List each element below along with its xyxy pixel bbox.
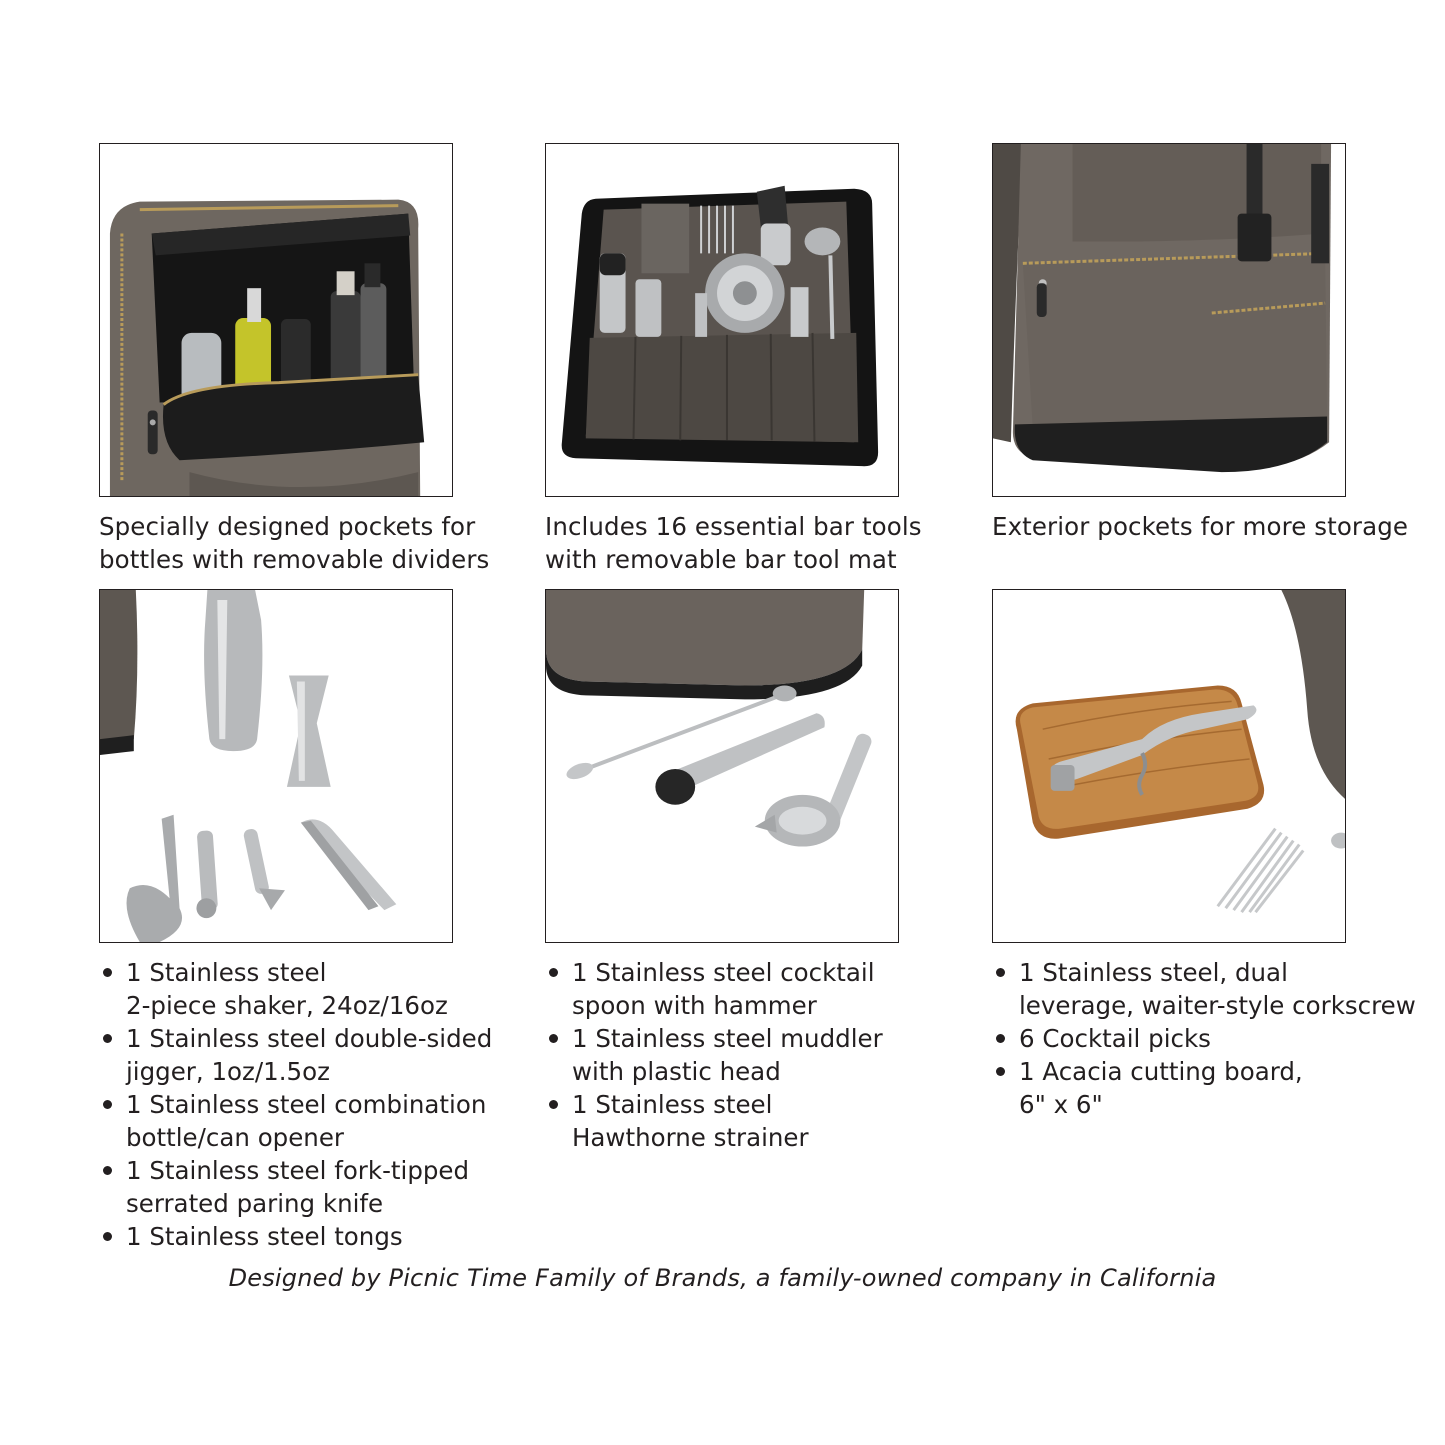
bullet-line: 1 Stainless steel tongs xyxy=(126,1222,403,1251)
bullet-line: 1 Stainless steel combination xyxy=(126,1090,487,1119)
bullet-line: jigger, 1oz/1.5oz xyxy=(126,1057,330,1086)
list-item xyxy=(545,1088,985,1154)
bar-tool-mat-photo xyxy=(545,143,899,497)
list-item xyxy=(992,956,1432,1022)
corkscrew-board-bullet-list xyxy=(992,956,1432,1121)
shaker-tools-bullet-list xyxy=(99,956,539,1253)
brand-footer-text: Designed by Picnic Time Family of Brands, a family-owned company in California xyxy=(228,1264,1217,1292)
bar-tool-mat-illustration xyxy=(546,144,898,496)
bullet-line: 6 Cocktail picks xyxy=(1019,1024,1211,1053)
list-item xyxy=(992,1055,1432,1121)
shaker-tools-illustration xyxy=(100,590,452,942)
bullet-line: bottle/can opener xyxy=(126,1123,344,1152)
bullet-line: 1 Stainless steel double-sided xyxy=(126,1024,493,1053)
bullet-line: 1 Stainless steel, dual xyxy=(1019,958,1288,987)
bullet-line: 1 Stainless steel xyxy=(126,958,327,987)
caption-line: Specially designed pockets for xyxy=(99,512,476,541)
corkscrew-board-illustration xyxy=(993,590,1345,942)
caption-line: bottles with removable dividers xyxy=(99,545,490,574)
corkscrew-board-photo xyxy=(992,589,1346,943)
caption-bar-tools xyxy=(545,510,985,576)
bullet-line: 1 Stainless steel xyxy=(572,1090,773,1119)
bullet-line: 1 Stainless steel fork-tipped xyxy=(126,1156,470,1185)
caption-exterior-pockets xyxy=(992,510,1432,543)
caption-line: Includes 16 essential bar tools xyxy=(545,512,922,541)
list-item xyxy=(545,1022,985,1088)
bullet-line: Hawthorne strainer xyxy=(572,1123,809,1152)
list-item xyxy=(992,1022,1432,1055)
list-item xyxy=(99,1220,539,1253)
list-item xyxy=(99,1154,539,1220)
backpack-open-photo xyxy=(99,143,453,497)
bullet-line: leverage, waiter-style corkscrew xyxy=(1019,991,1416,1020)
backpack-exterior-photo xyxy=(992,143,1346,497)
caption-line: with removable bar tool mat xyxy=(545,545,897,574)
bullet-line: serrated paring knife xyxy=(126,1189,384,1218)
bullet-line: 2-piece shaker, 24oz/16oz xyxy=(126,991,448,1020)
spoon-muddler-illustration xyxy=(546,590,898,942)
bullet-line: spoon with hammer xyxy=(572,991,817,1020)
backpack-open-illustration xyxy=(100,144,452,496)
bullet-line: 1 Stainless steel cocktail xyxy=(572,958,875,987)
spoon-muddler-bullet-list xyxy=(545,956,985,1154)
spoon-muddler-photo xyxy=(545,589,899,943)
shaker-tools-photo xyxy=(99,589,453,943)
caption-line: Exterior pockets for more storage xyxy=(992,512,1409,541)
bullet-line: 6" x 6" xyxy=(1019,1090,1103,1119)
backpack-exterior-illustration xyxy=(993,144,1345,496)
bullet-line: 1 Acacia cutting board, xyxy=(1019,1057,1303,1086)
caption-bottle-pockets xyxy=(99,510,539,576)
list-item xyxy=(99,956,539,1022)
bullet-line: 1 Stainless steel muddler xyxy=(572,1024,883,1053)
list-item xyxy=(99,1088,539,1154)
list-item xyxy=(545,956,985,1022)
bullet-line: with plastic head xyxy=(572,1057,781,1086)
list-item xyxy=(99,1022,539,1088)
